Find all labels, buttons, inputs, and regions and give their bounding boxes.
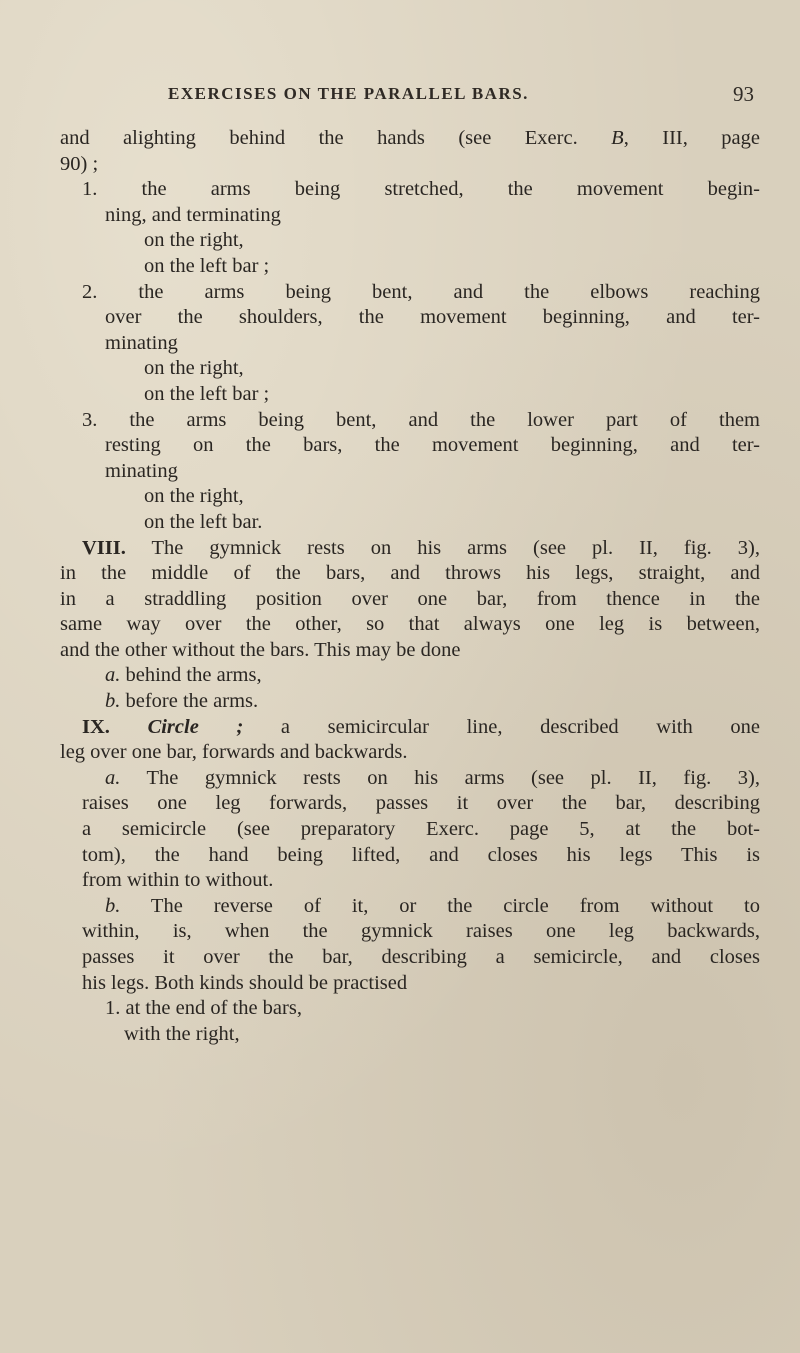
sub-item	[60, 689, 760, 715]
line-text: The gymnick rests on his arms (see pl. II, fig. 3),	[120, 766, 760, 789]
sub-item: on the left bar ;	[144, 382, 270, 405]
section-number: IX.	[82, 715, 110, 738]
line-text: and alighting behind the hands (see Exerc.	[60, 127, 612, 149]
section-number: VIII.	[82, 536, 126, 559]
text-line: ning, and terminating	[105, 203, 281, 226]
list-item: 3. the arms being bent, and the lower part of them	[82, 408, 760, 431]
line-text: , III, page	[623, 127, 760, 149]
sub-item: on the left bar.	[144, 510, 263, 533]
sub-item	[60, 894, 760, 920]
item-label: a.	[105, 664, 121, 687]
text-line: same way over the other, so that always one leg is between,	[60, 613, 760, 636]
sub-item: on the right,	[144, 357, 244, 380]
text-line: his legs. Both kinds should be practised	[82, 971, 408, 994]
text-line: passes it over the bar, describing a semicircle, and closes	[82, 946, 760, 968]
line-text: before the arms.	[120, 690, 259, 713]
sub-item	[60, 766, 760, 792]
sub-item	[60, 663, 760, 689]
text-line: in a straddling position over one bar, from thence in the	[60, 587, 760, 610]
text-line: from within to without.	[82, 869, 274, 892]
item-label: b.	[105, 690, 121, 713]
sub-item: on the left bar ;	[144, 254, 270, 277]
running-head	[60, 84, 754, 114]
exercise-reference: B	[611, 127, 624, 149]
text-line: over the shoulders, the movement beginning, and ter-	[105, 306, 760, 329]
line-text: behind the arms,	[120, 664, 262, 687]
text-line: resting on the bars, the movement beginning, and ter-	[105, 434, 760, 457]
section-start	[60, 715, 760, 741]
text-line: a semicircle (see preparatory Exerc. page 5, at the bot-	[82, 818, 760, 841]
line-text: a semicircular line, described with one	[243, 715, 760, 738]
list-item: 1. the arms being stretched, the movement begin-	[82, 178, 760, 201]
body-text	[60, 126, 760, 1047]
sub-item: on the right,	[144, 485, 244, 508]
text-line: tom), the hand being lifted, and closes his legs This is	[82, 843, 760, 866]
page-number: 93	[733, 82, 754, 106]
text-line: and the other without the bars. This may be done	[60, 638, 461, 661]
section-title: Circle ;	[147, 715, 244, 738]
list-item: 2. the arms being bent, and the elbows reaching	[82, 280, 760, 303]
sub-item: with the right,	[124, 1022, 240, 1045]
item-label: b.	[105, 894, 121, 917]
list-item: 1. at the end of the bars,	[105, 997, 302, 1020]
sub-item: on the right,	[144, 229, 244, 252]
section-start	[60, 536, 760, 562]
text-line: in the middle of the bars, and throws his legs, straight, and	[60, 562, 760, 585]
text-line: 90) ;	[60, 152, 99, 175]
text-line: within, is, when the gymnick raises one leg backwards,	[82, 920, 760, 943]
text-line: minating	[105, 331, 178, 354]
line-text: The reverse of it, or the circle from without to	[120, 894, 760, 917]
item-label: a.	[105, 766, 121, 789]
text-line: minating	[105, 459, 178, 482]
running-title: EXERCISES ON THE PARALLEL BARS.	[168, 84, 529, 103]
text-line: leg over one bar, forwards and backwards.	[60, 741, 408, 764]
text-line	[60, 126, 760, 152]
text-line: raises one leg forwards, passes it over the bar, describing	[82, 792, 760, 815]
line-text: The gymnick rests on his arms (see pl. II, fig. 3),	[125, 536, 760, 559]
